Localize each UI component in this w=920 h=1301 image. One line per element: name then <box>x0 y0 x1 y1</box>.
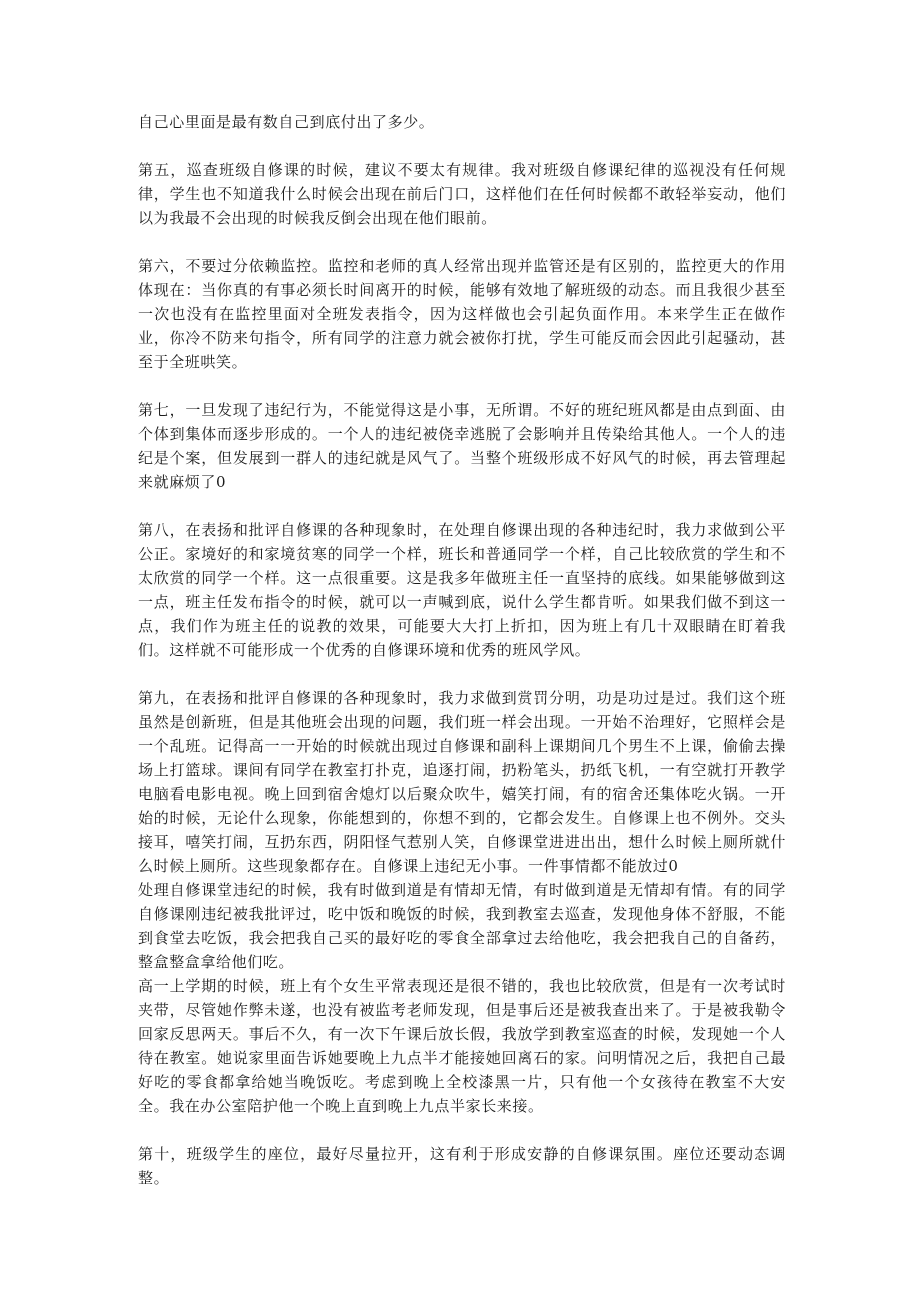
paragraph-point-10: 第十，班级学生的座位，最好尽量拉开，这有利于形成安静的自修课氛围。座位还要动态调整。 <box>138 1145 786 1187</box>
paragraph-student-story: 高一上学期的时候，班上有个女生平常表现还是很不错的，我也比较欣赏，但是有一次考试时夹带，尽管她作弊未遂，也没有被监考老师发现，但是事后还是被我查出来了。于是被我勒令回家反思两天。事后不久，有一次下午课后放长假，我放学到教室巡查的时候，发现她一个人待在教室。她说家里面告诉她要晚上九点半才能接她回离石的家。问明情况之后，我把自己最好吃的零食都拿给她当晚饭吃。考虑到晚上全校漆黑一片，只有他一个女孩待在教室不大安全。我在办公室陪护他一个晚上直到晚上九点半家长来接。 <box>138 977 786 1115</box>
paragraph-intro: 自己心里面是最有数自己到底付出了多少。 <box>138 113 435 131</box>
paragraph-handling-violations: 处理自修课堂违纪的时候，我有时做到道是有情却无情，有时做到道是无情却有情。有的同学自修课刚违纪被我批评过，吃中饭和晚饭的时候，我到教室去巡查，发现他身体不舒服，不能到食堂去吃饭，我会把我自己买的最好吃的零食全部拿过去给他吃，我会把我自己的自备药，整盒整盒拿给他们吃。 <box>138 881 786 971</box>
paragraph-point-7: 第七，一旦发现了违纪行为，不能觉得这是小事，无所谓。不好的班纪班风都是由点到面、由个体到集体而逐步形成的。一个人的违纪被侥幸逃脱了会影响并且传染给其他人。一个人的违纪是个案，但发展到一群人的违纪就是风气了。当整个班级形成不好风气的时候，再去管理起来就麻烦了0 <box>138 401 786 491</box>
document-body <box>138 110 786 1190</box>
paragraph-point-8: 第八，在表扬和批评自修课的各种现象时，在处理自修课出现的各种违纪时，我力求做到公平公正。家境好的和家境贫寒的同学一个样，班长和普通同学一个样，自己比较欣赏的学生和不太欣赏的同学一个样。这一点很重要。这是我多年做班主任一直坚持的底线。如果能够做到这一点，班主任发布指令的时候，就可以一声喊到底，说什么学生都肯听。如果我们做不到这一点，我们作为班主任的说教的效果，可能要大大打上折扣，因为班上有几十双眼睛在盯着我们。这样就不可能形成一个优秀的自修课环境和优秀的班风学风。 <box>138 521 786 659</box>
paragraph-point-9: 第九，在表扬和批评自修课的各种现象时，我力求做到赏罚分明，功是功过是过。我们这个班虽然是创新班，但是其他班会出现的问题，我们班一样会出现。一开始不治理好，它照样会是一个乱班。记得高一一开始的时候就出现过自修课和副科上课期间几个男生不上课，偷偷去操场上打篮球。课间有同学在教室打扑克，追逐打闹，扔粉笔头，扔纸飞机，一有空就打开教学电脑看电影电视。晚上回到宿舍熄灯以后聚众吹牛，嬉笑打闹，有的宿舍还集体吃火锅。一开始的时候，无论什么现象，你能想到的，你想不到的，它都会发生。自修课上也不例外。交头接耳，嘻笑打闹，互扔东西，阴阳怪气惹别人笑，自修课堂进进出出，想什么时候上厕所就什么时候上厕所。这些现象都存在。自修课上违纪无小事。一件事情都不能放过0 <box>138 689 786 875</box>
paragraph-point-6: 第六，不要过分依赖监控。监控和老师的真人经常出现并监管还是有区别的，监控更大的作用体现在：当你真的有事必须长时间离开的时候，能够有效地了解班级的动态。而且我很少甚至一次也没有在监控里面对全班发表指令，因为这样做也会引起负面作用。本来学生正在做作业，你冷不防来句指令，所有同学的注意力就会被你打扰，学生可能反而会因此引起骚动，甚至于全班哄笑。 <box>138 257 786 371</box>
paragraph-point-5: 第五，巡查班级自修课的时候，建议不要太有规律。我对班级自修课纪律的巡视没有任何规律，学生也不知道我什么时候会出现在前后门口，这样他们在任何时候都不敢轻举妄动，他们以为我最不会出现的时候我反倒会出现在他们眼前。 <box>138 161 786 227</box>
